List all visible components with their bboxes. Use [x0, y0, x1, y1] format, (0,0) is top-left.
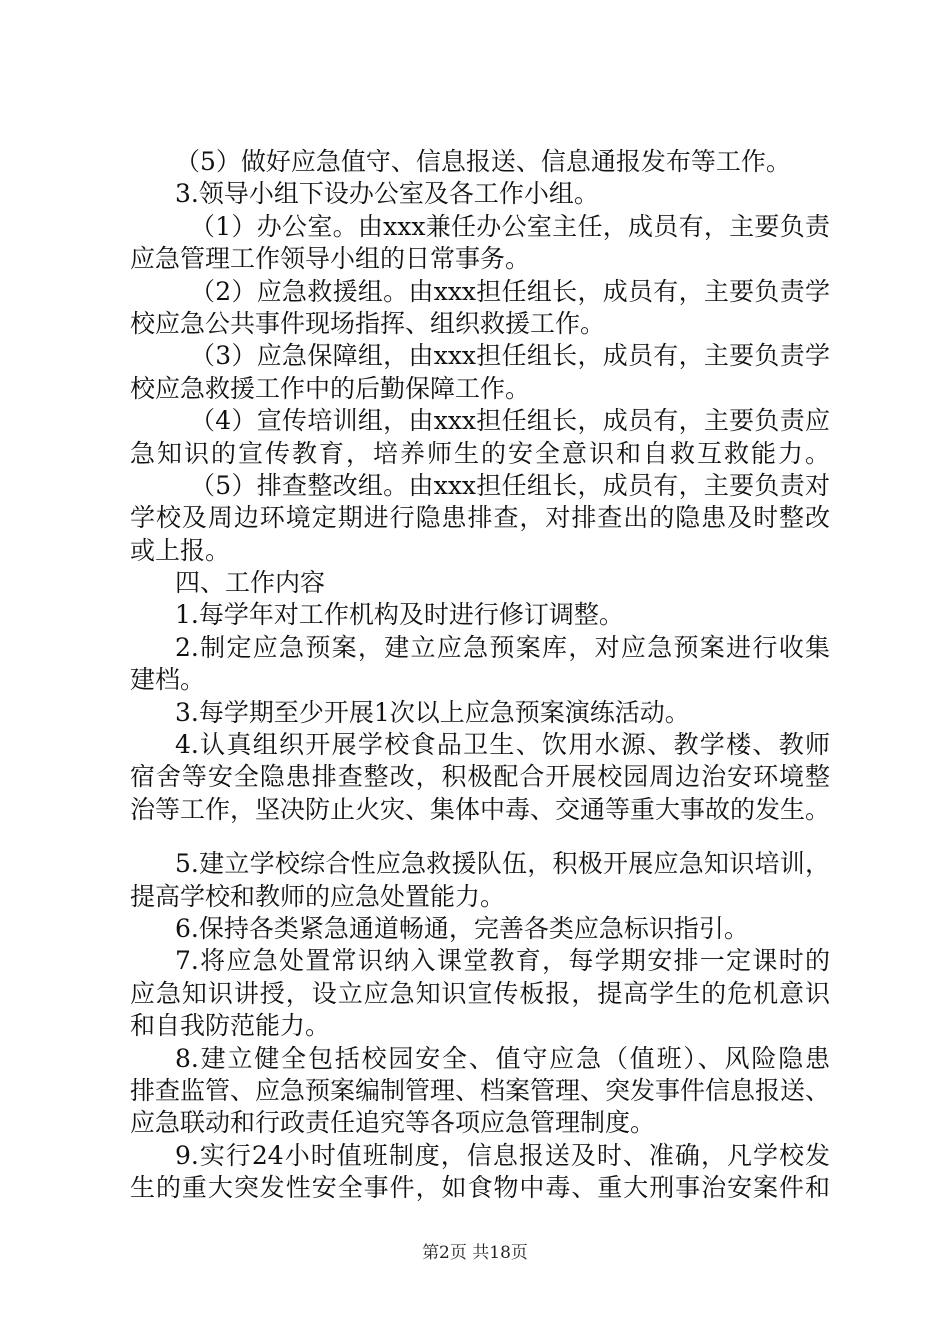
text-line: 7.将应急处置常识纳入课堂教育，每学期安排一定课时的	[175, 946, 830, 976]
text-line: 2.制定应急预案，建立应急预案库，对应急预案进行收集	[175, 632, 830, 662]
text-line: （2）应急救援组。由xxx担任组长，成员有，主要负责学	[190, 276, 830, 306]
text-line: 4.认真组织开展学校食品卫生、饮用水源、教学楼、教师	[175, 730, 830, 760]
paragraph-gap	[130, 826, 830, 848]
section-heading: 四、工作内容	[175, 568, 326, 598]
text-line: 学校及周边环境定期进行隐患排查，对排查出的隐患及时整改	[130, 503, 830, 533]
text-line: 或上报。	[130, 535, 231, 565]
text-line: （4）宣传培训组，由xxx担任组长，成员有，主要负责应	[190, 406, 830, 436]
text-line: 3.每学期至少开展1次以上应急预案演练活动。	[175, 697, 690, 727]
text-line: 5.建立学校综合性应急救援队伍，积极开展应急知识培训，	[175, 849, 830, 879]
text-line: 和自我防范能力。	[130, 1011, 331, 1041]
text-line: 8.建立健全包括校园安全、值守应急（值班）、风险隐患	[175, 1043, 830, 1073]
text-line: 提高学校和教师的应急处置能力。	[130, 881, 506, 911]
document-body	[130, 146, 830, 1205]
page-number-label: 第2页 共18页	[422, 1243, 528, 1263]
text-line: 校应急救援工作中的后勤保障工作。	[130, 373, 531, 403]
text-line: 生的重大突发性安全事件，如食物中毒、重大刑事治安案件和	[130, 1173, 830, 1203]
text-line: 校应急公共事件现场指挥、组织救援工作。	[130, 308, 606, 338]
text-line: 治等工作，坚决防止火灾、集体中毒、交通等重大事故的发生。	[130, 794, 831, 824]
text-line: （1）办公室。由xxx兼任办公室主任，成员有，主要负责	[190, 211, 830, 241]
text-line: 应急联动和行政责任追究等各项应急管理制度。	[130, 1108, 656, 1138]
text-line: （5）排查整改组。由xxx担任组长，成员有，主要负责对	[190, 470, 830, 500]
text-line: 3.领导小组下设办公室及各工作小组。	[175, 179, 599, 209]
text-line: 建档。	[130, 665, 206, 695]
text-line: 6.保持各类紧急通道畅通，完善各类应急标识指引。	[175, 913, 749, 943]
text-line: 1.每学年对工作机构及时进行修订调整。	[175, 600, 624, 630]
text-line: 应急知识讲授，设立应急知识宣传板报，提高学生的危机意识	[130, 978, 830, 1008]
text-line: 应急管理工作领导小组的日常事务。	[130, 244, 531, 274]
text-line: （3）应急保障组，由xxx担任组长，成员有，主要负责学	[190, 341, 830, 371]
text-line: 急知识的宣传教育，培养师生的安全意识和自救互救能力。	[130, 438, 830, 468]
page-footer	[0, 1242, 950, 1264]
text-line: 排查监管、应急预案编制管理、档案管理、突发事件信息报送、	[130, 1075, 831, 1105]
text-line: 宿舍等安全隐患排查整改，积极配合开展校园周边治安环境整	[130, 762, 830, 792]
text-line: 9.实行24小时值班制度，信息报送及时、准确，凡学校发	[175, 1140, 830, 1170]
text-line: （5）做好应急值守、信息报送、信息通报发布等工作。	[175, 147, 791, 176]
